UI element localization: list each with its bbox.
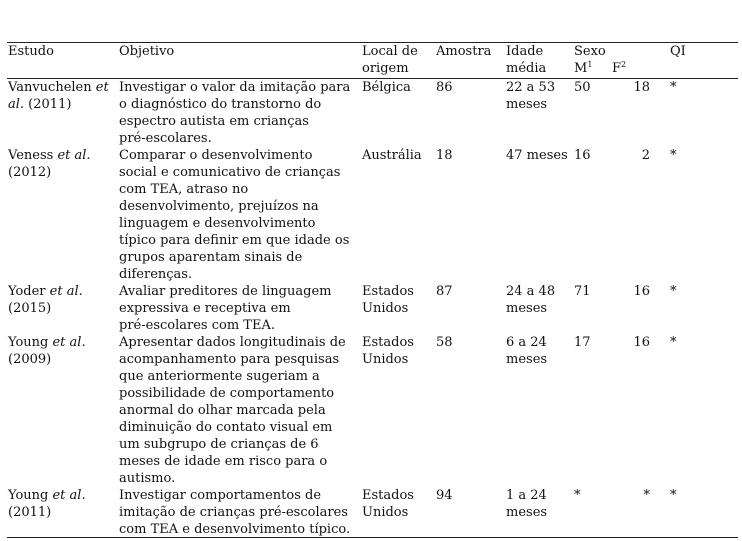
table-row-amostra: 18 bbox=[436, 148, 453, 163]
table-row-m: 50 bbox=[574, 80, 591, 95]
header-sexo: Sexo bbox=[574, 44, 606, 59]
table-row-qi: * bbox=[670, 148, 677, 163]
author: Veness bbox=[8, 148, 58, 163]
header-qi: QI bbox=[670, 44, 686, 59]
header-f bbox=[612, 60, 644, 77]
header-f-label: F bbox=[612, 61, 622, 76]
table-row-f: 18 bbox=[633, 80, 650, 95]
table-row-qi: * bbox=[670, 488, 677, 503]
header-m-note: 1 bbox=[587, 60, 593, 69]
author: Young bbox=[8, 488, 53, 503]
table-row-idade: 22 a 53 meses bbox=[506, 80, 556, 112]
author: Young bbox=[8, 335, 53, 350]
table-row-amostra: 58 bbox=[436, 335, 453, 350]
table-row-f: * bbox=[643, 488, 650, 503]
table-row-objetivo: Avaliar preditores de linguagem expressiva e receptiva em pré-escolares com TEA. bbox=[119, 284, 332, 333]
year: (2012) bbox=[8, 165, 52, 180]
table-row-objetivo: Comparar o desenvolvimento social e comunicativo de crianças com TEA, atraso no desenvolvimento, prejuízos na linguagem e desenvolvimento típico para definir em que idade os grupos aparentam sinais de diferenças. bbox=[119, 148, 350, 282]
table-row-estudo bbox=[8, 487, 116, 521]
table-row-local: Estados Unidos bbox=[362, 488, 414, 520]
table-row-f: 16 bbox=[633, 284, 650, 299]
header-f-note: 2 bbox=[621, 60, 627, 69]
header-m bbox=[574, 60, 604, 77]
table-row-objetivo: Investigar comportamentos de imitação de crianças pré-escolares com TEA e desenvolvimento típico. bbox=[119, 488, 351, 537]
table-row-amostra: 86 bbox=[436, 80, 453, 95]
et-al: et al. bbox=[49, 284, 83, 299]
table-row-amostra: 87 bbox=[436, 284, 453, 299]
header-idade: Idade média bbox=[506, 44, 547, 76]
et-al: et al. bbox=[52, 335, 86, 350]
header-objetivo: Objetivo bbox=[119, 44, 175, 59]
table-row-estudo bbox=[8, 334, 116, 368]
year: (2015) bbox=[8, 301, 52, 316]
table-row-idade: 47 meses bbox=[506, 148, 568, 163]
header-estudo: Estudo bbox=[8, 44, 54, 59]
year: (2011) bbox=[8, 505, 52, 520]
table-row-local: Estados Unidos bbox=[362, 284, 414, 316]
author: Vanvuchelen bbox=[8, 80, 96, 95]
table-row-estudo bbox=[8, 147, 116, 181]
table-row-f: 16 bbox=[633, 335, 650, 350]
table-row-m: 16 bbox=[574, 148, 591, 163]
table-row-qi: * bbox=[670, 284, 677, 299]
year: (2009) bbox=[8, 352, 52, 367]
table-row-m: * bbox=[574, 488, 581, 503]
table-row-idade: 6 a 24 meses bbox=[506, 335, 548, 367]
table-row-local: Estados Unidos bbox=[362, 335, 414, 367]
table-row-idade: 1 a 24 meses bbox=[506, 488, 548, 520]
et-al: et al. bbox=[8, 80, 109, 112]
table-row-local: Austrália bbox=[362, 148, 422, 163]
table-bottom-rule bbox=[7, 537, 738, 538]
table-row-local: Bélgica bbox=[362, 80, 411, 95]
table-row-estudo bbox=[8, 283, 116, 317]
header-m-label: M bbox=[574, 61, 588, 76]
header-local: Local de origem bbox=[362, 44, 418, 76]
table-row-qi: * bbox=[670, 335, 677, 350]
table-row-estudo bbox=[8, 79, 116, 113]
table-row-objetivo: Investigar o valor da imitação para o diagnóstico do transtorno do espectro autista em crianças pré-escolares. bbox=[119, 80, 351, 146]
table-row-qi: * bbox=[670, 80, 677, 95]
year: (2011) bbox=[24, 97, 72, 112]
et-al: et al. bbox=[52, 488, 86, 503]
table-row-m: 17 bbox=[574, 335, 591, 350]
table-row-idade: 24 a 48 meses bbox=[506, 284, 556, 316]
author: Yoder bbox=[8, 284, 50, 299]
table-row-objetivo: Apresentar dados longitudinais de acompanhamento para pesquisas que anteriormente sugeriam a possibilidade de comportamento anormal do olhar marcada pela diminuição do contato visual em um subgrupo de crianças de 6 meses de idade em risco para o autismo. bbox=[119, 335, 346, 486]
table-row-f: 2 bbox=[641, 148, 650, 163]
header-amostra: Amostra bbox=[436, 44, 492, 59]
table-row-amostra: 94 bbox=[436, 488, 453, 503]
table-row-m: 71 bbox=[574, 284, 591, 299]
et-al: et al. bbox=[57, 148, 91, 163]
